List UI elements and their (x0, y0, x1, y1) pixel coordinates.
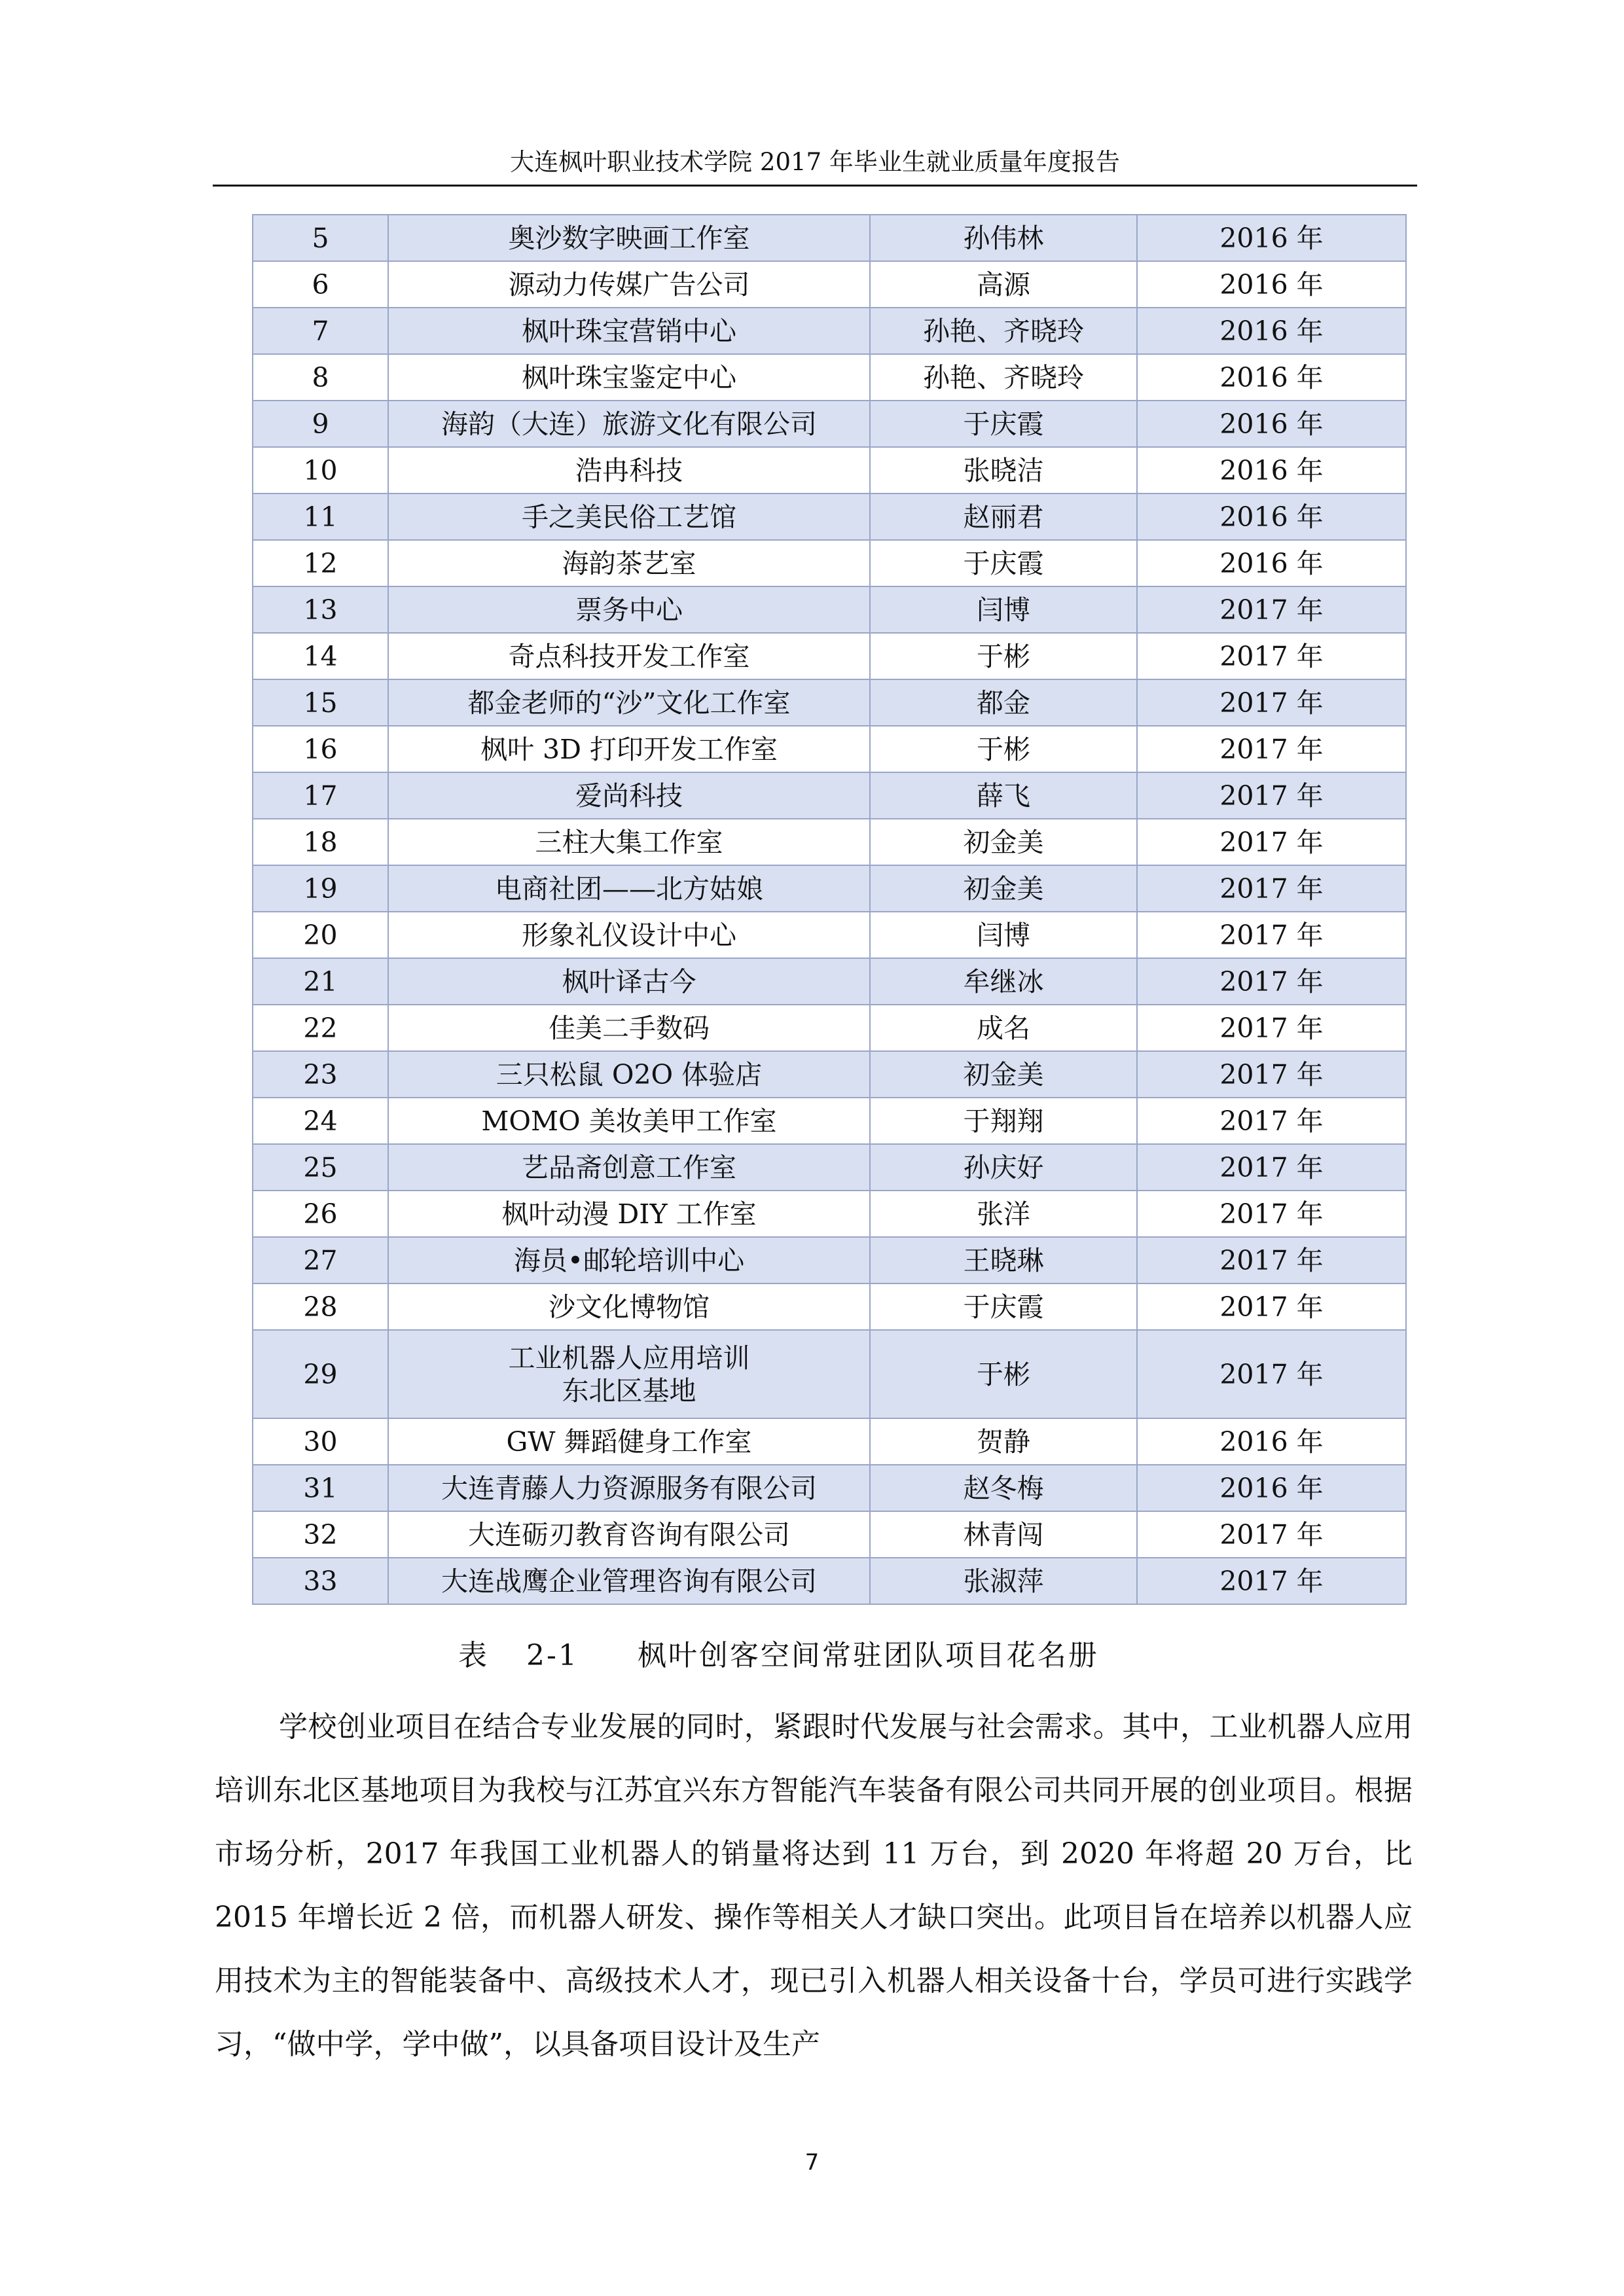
row-number: 8 (253, 354, 388, 401)
row-number: 6 (253, 261, 388, 308)
table-row (253, 1237, 1406, 1283)
row-number: 29 (253, 1330, 388, 1418)
row-number: 22 (253, 1005, 388, 1051)
project-name: 奇点科技开发工作室 (388, 633, 870, 679)
project-name: 源动力传媒广告公司 (388, 261, 870, 308)
project-name: 票务中心 (388, 586, 870, 633)
project-year: 2017 年 (1137, 1005, 1406, 1051)
table-row (253, 772, 1406, 819)
project-name: 爱尚科技 (388, 772, 870, 819)
table-row (253, 1283, 1406, 1330)
row-number: 24 (253, 1098, 388, 1144)
project-name: 艺品斋创意工作室 (388, 1144, 870, 1191)
row-number: 31 (253, 1465, 388, 1511)
project-name: 沙文化博物馆 (388, 1283, 870, 1330)
project-name: 电商社团——北方姑娘 (388, 865, 870, 912)
project-year: 2017 年 (1137, 586, 1406, 633)
project-name: 海韵（大连）旅游文化有限公司 (388, 401, 870, 447)
page-header: 大连枫叶职业技术学院 2017 年毕业生就业质量年度报告 (213, 149, 1417, 187)
row-number: 5 (253, 215, 388, 261)
project-year: 2016 年 (1137, 308, 1406, 354)
project-leader: 牟继冰 (870, 958, 1137, 1005)
project-name-line: 东北区基地 (562, 1374, 696, 1407)
table-row (253, 493, 1406, 540)
table-row (253, 865, 1406, 912)
project-leader: 薛飞 (870, 772, 1137, 819)
project-name: 枫叶译古今 (388, 958, 870, 1005)
table-row (253, 308, 1406, 354)
project-year: 2016 年 (1137, 215, 1406, 261)
caption-text: 枫叶创客空间常驻团队项目花名册 (637, 1639, 1099, 1672)
project-name: 大连砺刃教育咨询有限公司 (388, 1511, 870, 1558)
project-year: 2017 年 (1137, 1191, 1406, 1237)
row-number: 19 (253, 865, 388, 912)
project-name: 形象礼仪设计中心 (388, 912, 870, 958)
project-year: 2017 年 (1137, 679, 1406, 726)
project-name: 枫叶 3D 打印开发工作室 (388, 726, 870, 772)
table-row (253, 1330, 1406, 1418)
project-year: 2016 年 (1137, 354, 1406, 401)
project-name: 大连战鹰企业管理咨询有限公司 (388, 1558, 870, 1604)
table-row (253, 401, 1406, 447)
body-paragraph: 学校创业项目在结合专业发展的同时，紧跟时代发展与社会需求。其中，工业机器人应用培训东北区基地项目为我校与江苏宜兴东方智能汽车装备有限公司共同开展的创业项目。根据市场分析，2017 年我国工业机器人的销量将达到 11 万台，到 2020 年将超 20 万台，比 2015 年增长近 2 倍，而机器人研发、操作等相关人才缺口突出。此项目旨在培养以机器人应用技术为主的智能装备中、高级技术人才，现已引入机器人相关设备十台，学员可进行实践学习，“做中学，学中做”，以具备项目设计及生产 (215, 1710, 1413, 2061)
row-number: 25 (253, 1144, 388, 1191)
row-number: 28 (253, 1283, 388, 1330)
project-name (388, 1330, 870, 1418)
project-name: 奥沙数字映画工作室 (388, 215, 870, 261)
row-number: 20 (253, 912, 388, 958)
project-name: 大连青藤人力资源服务有限公司 (388, 1465, 870, 1511)
project-leader: 于庆霞 (870, 540, 1137, 586)
project-leader: 孙艳、齐晓玲 (870, 308, 1137, 354)
project-name: 海韵茶艺室 (388, 540, 870, 586)
project-leader: 赵丽君 (870, 493, 1137, 540)
row-number: 16 (253, 726, 388, 772)
project-year: 2016 年 (1137, 1465, 1406, 1511)
project-year: 2017 年 (1137, 772, 1406, 819)
table-row (253, 1051, 1406, 1098)
project-year: 2017 年 (1137, 726, 1406, 772)
row-number: 11 (253, 493, 388, 540)
project-name: 枫叶珠宝营销中心 (388, 308, 870, 354)
table-row (253, 1558, 1406, 1604)
project-leader: 孙伟林 (870, 215, 1137, 261)
project-year: 2016 年 (1137, 493, 1406, 540)
table-row (253, 1144, 1406, 1191)
project-name-line: 工业机器人应用培训 (508, 1342, 750, 1374)
row-number: 30 (253, 1418, 388, 1465)
project-leader: 初金美 (870, 1051, 1137, 1098)
table-row (253, 261, 1406, 308)
project-year: 2017 年 (1137, 1558, 1406, 1604)
row-number: 33 (253, 1558, 388, 1604)
project-year: 2017 年 (1137, 633, 1406, 679)
project-name: 佳美二手数码 (388, 1005, 870, 1051)
project-leader: 成名 (870, 1005, 1137, 1051)
project-leader: 赵冬梅 (870, 1465, 1137, 1511)
project-year: 2017 年 (1137, 1283, 1406, 1330)
table-row (253, 586, 1406, 633)
row-number: 17 (253, 772, 388, 819)
project-leader: 于庆霞 (870, 401, 1137, 447)
project-leader: 孙艳、齐晓玲 (870, 354, 1137, 401)
project-leader: 初金美 (870, 819, 1137, 865)
row-number: 23 (253, 1051, 388, 1098)
project-leader: 于彬 (870, 726, 1137, 772)
project-leader: 贺静 (870, 1418, 1137, 1465)
project-leader: 于翔翔 (870, 1098, 1137, 1144)
project-leader: 闫博 (870, 912, 1137, 958)
project-year: 2017 年 (1137, 1098, 1406, 1144)
project-leader: 张晓洁 (870, 447, 1137, 493)
table-row (253, 1005, 1406, 1051)
project-leader: 高源 (870, 261, 1137, 308)
project-leader: 于彬 (870, 633, 1137, 679)
row-number: 18 (253, 819, 388, 865)
table-row (253, 958, 1406, 1005)
project-name: 三柱大集工作室 (388, 819, 870, 865)
project-name: 枫叶珠宝鉴定中心 (388, 354, 870, 401)
project-year: 2017 年 (1137, 912, 1406, 958)
project-year: 2017 年 (1137, 1511, 1406, 1558)
project-leader: 都金 (870, 679, 1137, 726)
table-row (253, 819, 1406, 865)
project-year: 2017 年 (1137, 1051, 1406, 1098)
project-year: 2017 年 (1137, 1144, 1406, 1191)
project-leader: 林青闯 (870, 1511, 1137, 1558)
project-year: 2017 年 (1137, 958, 1406, 1005)
table-row (253, 633, 1406, 679)
table-row (253, 1465, 1406, 1511)
row-number: 7 (253, 308, 388, 354)
table-row (253, 912, 1406, 958)
caption-label: 表 2-1 (458, 1639, 579, 1672)
row-number: 10 (253, 447, 388, 493)
project-name: MOMO 美妆美甲工作室 (388, 1098, 870, 1144)
row-number: 32 (253, 1511, 388, 1558)
project-leader: 于庆霞 (870, 1283, 1137, 1330)
row-number: 21 (253, 958, 388, 1005)
row-number: 27 (253, 1237, 388, 1283)
project-name: 枫叶动漫 DIY 工作室 (388, 1191, 870, 1237)
project-year: 2016 年 (1137, 1418, 1406, 1465)
table-row (253, 679, 1406, 726)
table-row (253, 1511, 1406, 1558)
row-number: 12 (253, 540, 388, 586)
project-name: 浩冉科技 (388, 447, 870, 493)
project-year: 2016 年 (1137, 261, 1406, 308)
project-leader: 闫博 (870, 586, 1137, 633)
row-number: 14 (253, 633, 388, 679)
project-year: 2016 年 (1137, 401, 1406, 447)
row-number: 9 (253, 401, 388, 447)
project-year: 2017 年 (1137, 1330, 1406, 1418)
project-name: GW 舞蹈健身工作室 (388, 1418, 870, 1465)
table-row (253, 1098, 1406, 1144)
project-leader: 于彬 (870, 1330, 1137, 1418)
table-row (253, 447, 1406, 493)
project-roster-table (252, 214, 1407, 1605)
project-leader: 张洋 (870, 1191, 1137, 1237)
project-year: 2017 年 (1137, 865, 1406, 912)
project-year: 2017 年 (1137, 1237, 1406, 1283)
row-number: 13 (253, 586, 388, 633)
table-row (253, 215, 1406, 261)
project-leader: 孙庆好 (870, 1144, 1137, 1191)
page-number: 7 (804, 2149, 820, 2176)
table-row (253, 540, 1406, 586)
project-name: 都金老师的“沙”文化工作室 (388, 679, 870, 726)
project-leader: 初金美 (870, 865, 1137, 912)
project-year: 2017 年 (1137, 819, 1406, 865)
project-year: 2016 年 (1137, 447, 1406, 493)
project-name: 海员•邮轮培训中心 (388, 1237, 870, 1283)
project-name: 三只松鼠 O2O 体验店 (388, 1051, 870, 1098)
table-caption (458, 1640, 1099, 1672)
table-row (253, 1191, 1406, 1237)
row-number: 26 (253, 1191, 388, 1237)
project-name: 手之美民俗工艺馆 (388, 493, 870, 540)
table-row (253, 1418, 1406, 1465)
row-number: 15 (253, 679, 388, 726)
table-row (253, 354, 1406, 401)
project-year: 2016 年 (1137, 540, 1406, 586)
project-leader: 王晓琳 (870, 1237, 1137, 1283)
table-row (253, 726, 1406, 772)
project-leader: 张淑萍 (870, 1558, 1137, 1604)
